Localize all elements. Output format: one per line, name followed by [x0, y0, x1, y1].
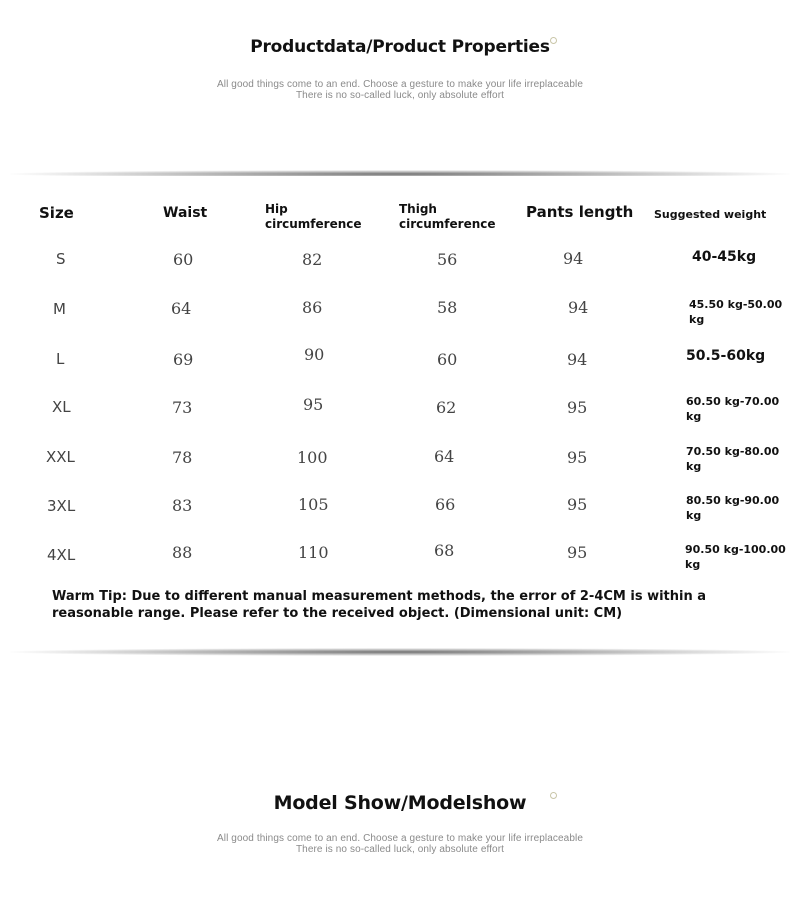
header-subtitle-line1: All good things come to an end. Choose a gesture to make your life irreplaceable: [217, 833, 583, 844]
header-suggested-weight: Suggested weight: [654, 208, 767, 221]
header-waist: Waist: [163, 205, 208, 221]
cell-hip: 82: [302, 250, 323, 269]
cell-weight: 60.50 kg-70.00 kg: [686, 395, 780, 423]
decorative-ring-icon: [550, 792, 557, 799]
cell-size: 4XL: [47, 546, 76, 564]
cell-size: 3XL: [47, 497, 76, 515]
cell-size: S: [56, 250, 66, 268]
header-hip-line1: Hip: [265, 202, 288, 216]
cell-hip: 105: [298, 495, 329, 514]
cell-thigh: 62: [436, 398, 457, 417]
header-thigh-line2: circumference: [399, 217, 496, 231]
cell-thigh: 60: [437, 350, 458, 369]
cell-waist: 78: [172, 448, 193, 467]
header-size: Size: [39, 204, 74, 222]
cell-weight: 45.50 kg-50.00 kg: [689, 298, 783, 326]
decorative-ring-icon: [550, 37, 557, 44]
cell-length: 94: [567, 350, 588, 369]
cell-hip: 86: [302, 298, 323, 317]
header-subtitle-line2: There is no so-called luck, only absolute effort: [295, 90, 505, 101]
size-chart-panel: [0, 176, 800, 650]
cell-thigh: 68: [434, 541, 455, 560]
cell-hip: 100: [297, 448, 328, 467]
cell-waist: 69: [173, 350, 194, 369]
warm-tip-note: Warm Tip: Due to different manual measurement methods, the error of 2-4CM is within a reasonable range. Please refer to the received object. (Dimensional unit: CM): [52, 589, 707, 621]
cell-length: 95: [567, 543, 588, 562]
header-hip-line2: circumference: [265, 217, 362, 231]
cell-waist: 88: [172, 543, 193, 562]
cell-weight: 90.50 kg-100.00 kg: [685, 543, 786, 571]
cell-length: 94: [563, 249, 584, 268]
header-thigh-line1: Thigh: [399, 202, 437, 216]
cell-thigh: 66: [435, 495, 456, 514]
cell-length: 95: [567, 448, 588, 467]
cell-size: L: [56, 350, 65, 368]
cell-length: 95: [567, 398, 588, 417]
cell-length: 95: [567, 495, 588, 514]
cell-size: M: [53, 300, 66, 318]
cell-thigh: 56: [437, 250, 458, 269]
cell-hip: 110: [298, 543, 329, 562]
cell-weight: 70.50 kg-80.00 kg: [686, 445, 780, 473]
cell-hip: 90: [304, 345, 325, 364]
cell-weight: 80.50 kg-90.00 kg: [686, 494, 780, 522]
cell-thigh: 64: [434, 447, 455, 466]
cell-waist: 73: [172, 398, 193, 417]
header-pants-length: Pants length: [526, 203, 634, 221]
cell-thigh: 58: [437, 298, 458, 317]
cell-waist: 60: [173, 250, 194, 269]
header-subtitle-line1: All good things come to an end. Choose a gesture to make your life irreplaceable: [217, 79, 583, 90]
cell-weight: 50.5-60kg: [686, 348, 766, 364]
cell-hip: 95: [303, 395, 324, 414]
cell-length: 94: [568, 298, 589, 317]
product-properties-title: Productdata/Product Properties: [250, 37, 550, 57]
model-show-header: [0, 792, 800, 855]
cell-waist: 83: [172, 496, 193, 515]
cell-size: XXL: [46, 448, 75, 466]
bottom-shadow-divider: [10, 648, 790, 656]
header-subtitle-line2: There is no so-called luck, only absolute effort: [295, 844, 505, 855]
cell-weight: 40-45kg: [692, 249, 757, 265]
model-show-title: Model Show/Modelshow: [273, 792, 527, 814]
product-properties-header: [0, 37, 800, 101]
cell-size: XL: [52, 398, 71, 416]
cell-waist: 64: [171, 299, 192, 318]
